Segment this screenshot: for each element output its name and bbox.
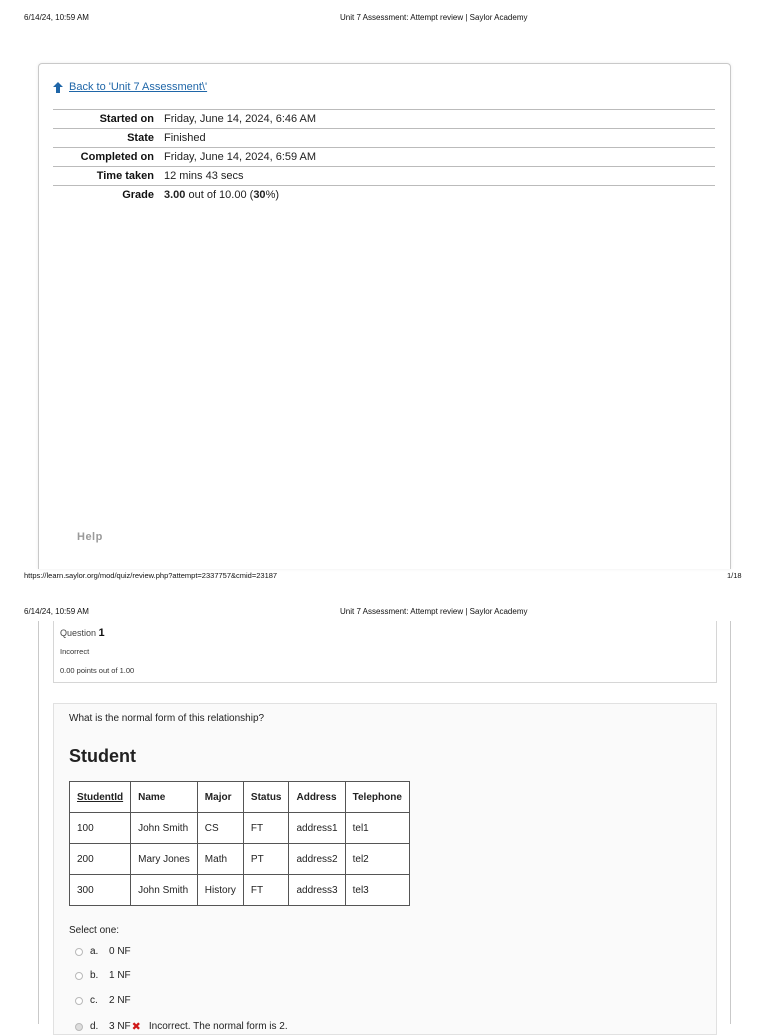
- grade-out-of: out of 10.00 (: [185, 189, 254, 201]
- table-cell: 200: [70, 844, 131, 875]
- option-letter: c.: [90, 995, 98, 1006]
- summary-label: Started on: [99, 113, 154, 125]
- review-summary-panel: [38, 63, 731, 569]
- table-cell: FT: [243, 875, 289, 906]
- column-header: Status: [243, 782, 289, 813]
- summary-label: Completed on: [80, 151, 154, 163]
- question-number: [60, 627, 105, 639]
- summary-row: [53, 148, 715, 167]
- summary-row: [53, 110, 715, 129]
- table-cell: tel3: [345, 875, 409, 906]
- table-cell: FT: [243, 813, 289, 844]
- option-text: 3 NF: [109, 1021, 131, 1032]
- summary-value: Finished: [164, 132, 206, 144]
- table-cell: tel2: [345, 844, 409, 875]
- table-row: [70, 844, 410, 875]
- summary-label: Time taken: [96, 170, 154, 182]
- column-header: Telephone: [345, 782, 409, 813]
- grade-score: 3.00: [164, 189, 186, 201]
- answer-option-b[interactable]: [75, 970, 131, 981]
- print-footer-page: 1/18: [727, 571, 742, 580]
- radio-button[interactable]: [75, 972, 83, 980]
- print-header-datetime: 6/14/24, 10:59 AM: [24, 13, 89, 22]
- option-text: 2 NF: [109, 995, 131, 1006]
- summary-row: [53, 167, 715, 186]
- attempt-summary-table: [53, 109, 715, 204]
- table-cell: address1: [289, 813, 345, 844]
- print-footer-url: https://learn.saylor.org/mod/quiz/review.php?attempt=2337757&cmid=23187: [24, 571, 278, 580]
- option-text: 1 NF: [109, 970, 131, 981]
- arrow-up-icon: [53, 82, 63, 93]
- summary-value: Friday, June 14, 2024, 6:59 AM: [164, 151, 317, 163]
- back-link-label[interactable]: Back to 'Unit 7 Assessment\': [69, 81, 208, 93]
- option-feedback: Incorrect. The normal form is 2.: [148, 1021, 288, 1032]
- column-header: StudentId: [70, 782, 131, 813]
- table-cell: PT: [243, 844, 289, 875]
- column-header: Name: [131, 782, 198, 813]
- print-header-title: Unit 7 Assessment: Attempt review | Saylor Academy: [340, 13, 528, 22]
- question-number-value: 1: [98, 627, 105, 639]
- summary-row: [53, 129, 715, 148]
- table-cell: address3: [289, 875, 345, 906]
- summary-label: State: [127, 132, 154, 144]
- cross-icon: ✖: [131, 1021, 141, 1033]
- option-letter: d.: [90, 1021, 99, 1032]
- help-link[interactable]: Help: [77, 531, 103, 543]
- select-one-label: Select one:: [69, 925, 120, 936]
- summary-row-grade: [53, 186, 715, 205]
- table-cell: 300: [70, 875, 131, 906]
- table-row: [70, 875, 410, 906]
- table-cell: address2: [289, 844, 345, 875]
- table-cell: John Smith: [131, 813, 198, 844]
- table-cell: CS: [197, 813, 243, 844]
- table-cell: John Smith: [131, 875, 198, 906]
- question-points: 0.00 points out of 1.00: [60, 666, 135, 675]
- answer-option-c[interactable]: [75, 995, 131, 1006]
- question-info: [53, 621, 717, 683]
- table-cell: Mary Jones: [131, 844, 198, 875]
- grade-percent-suffix: %): [265, 189, 280, 201]
- grade-label: Grade: [122, 189, 154, 201]
- column-header: Major: [197, 782, 243, 813]
- back-link[interactable]: [53, 81, 207, 93]
- option-text: 0 NF: [109, 946, 131, 957]
- table-cell: tel1: [345, 813, 409, 844]
- table-cell: History: [197, 875, 243, 906]
- grade-value: [164, 186, 715, 205]
- summary-value: Friday, June 14, 2024, 6:46 AM: [164, 113, 317, 125]
- column-header: Address: [289, 782, 345, 813]
- answer-option-a[interactable]: [75, 946, 131, 957]
- grade-percent: 30: [253, 189, 266, 201]
- option-letter: b.: [90, 970, 99, 981]
- option-letter: a.: [90, 946, 99, 957]
- table-cell: Math: [197, 844, 243, 875]
- summary-value: 12 mins 43 secs: [164, 170, 244, 182]
- table-heading: Student: [69, 746, 136, 766]
- table-cell: 100: [70, 813, 131, 844]
- question-state: Incorrect: [60, 647, 90, 656]
- radio-button[interactable]: [75, 997, 83, 1005]
- print-header-title-2: Unit 7 Assessment: Attempt review | Saylor Academy: [340, 607, 528, 616]
- question-content: [53, 703, 717, 1035]
- table-header-row: [70, 782, 410, 813]
- radio-button[interactable]: [75, 948, 83, 956]
- question-label: Question: [60, 628, 97, 638]
- table-row: [70, 813, 410, 844]
- question-prompt: What is the normal form of this relationship?: [69, 713, 265, 724]
- question-panel: [38, 621, 731, 1033]
- answer-option-d[interactable]: [75, 1020, 288, 1033]
- student-table: [69, 781, 410, 906]
- print-header-datetime-2: 6/14/24, 10:59 AM: [24, 607, 89, 616]
